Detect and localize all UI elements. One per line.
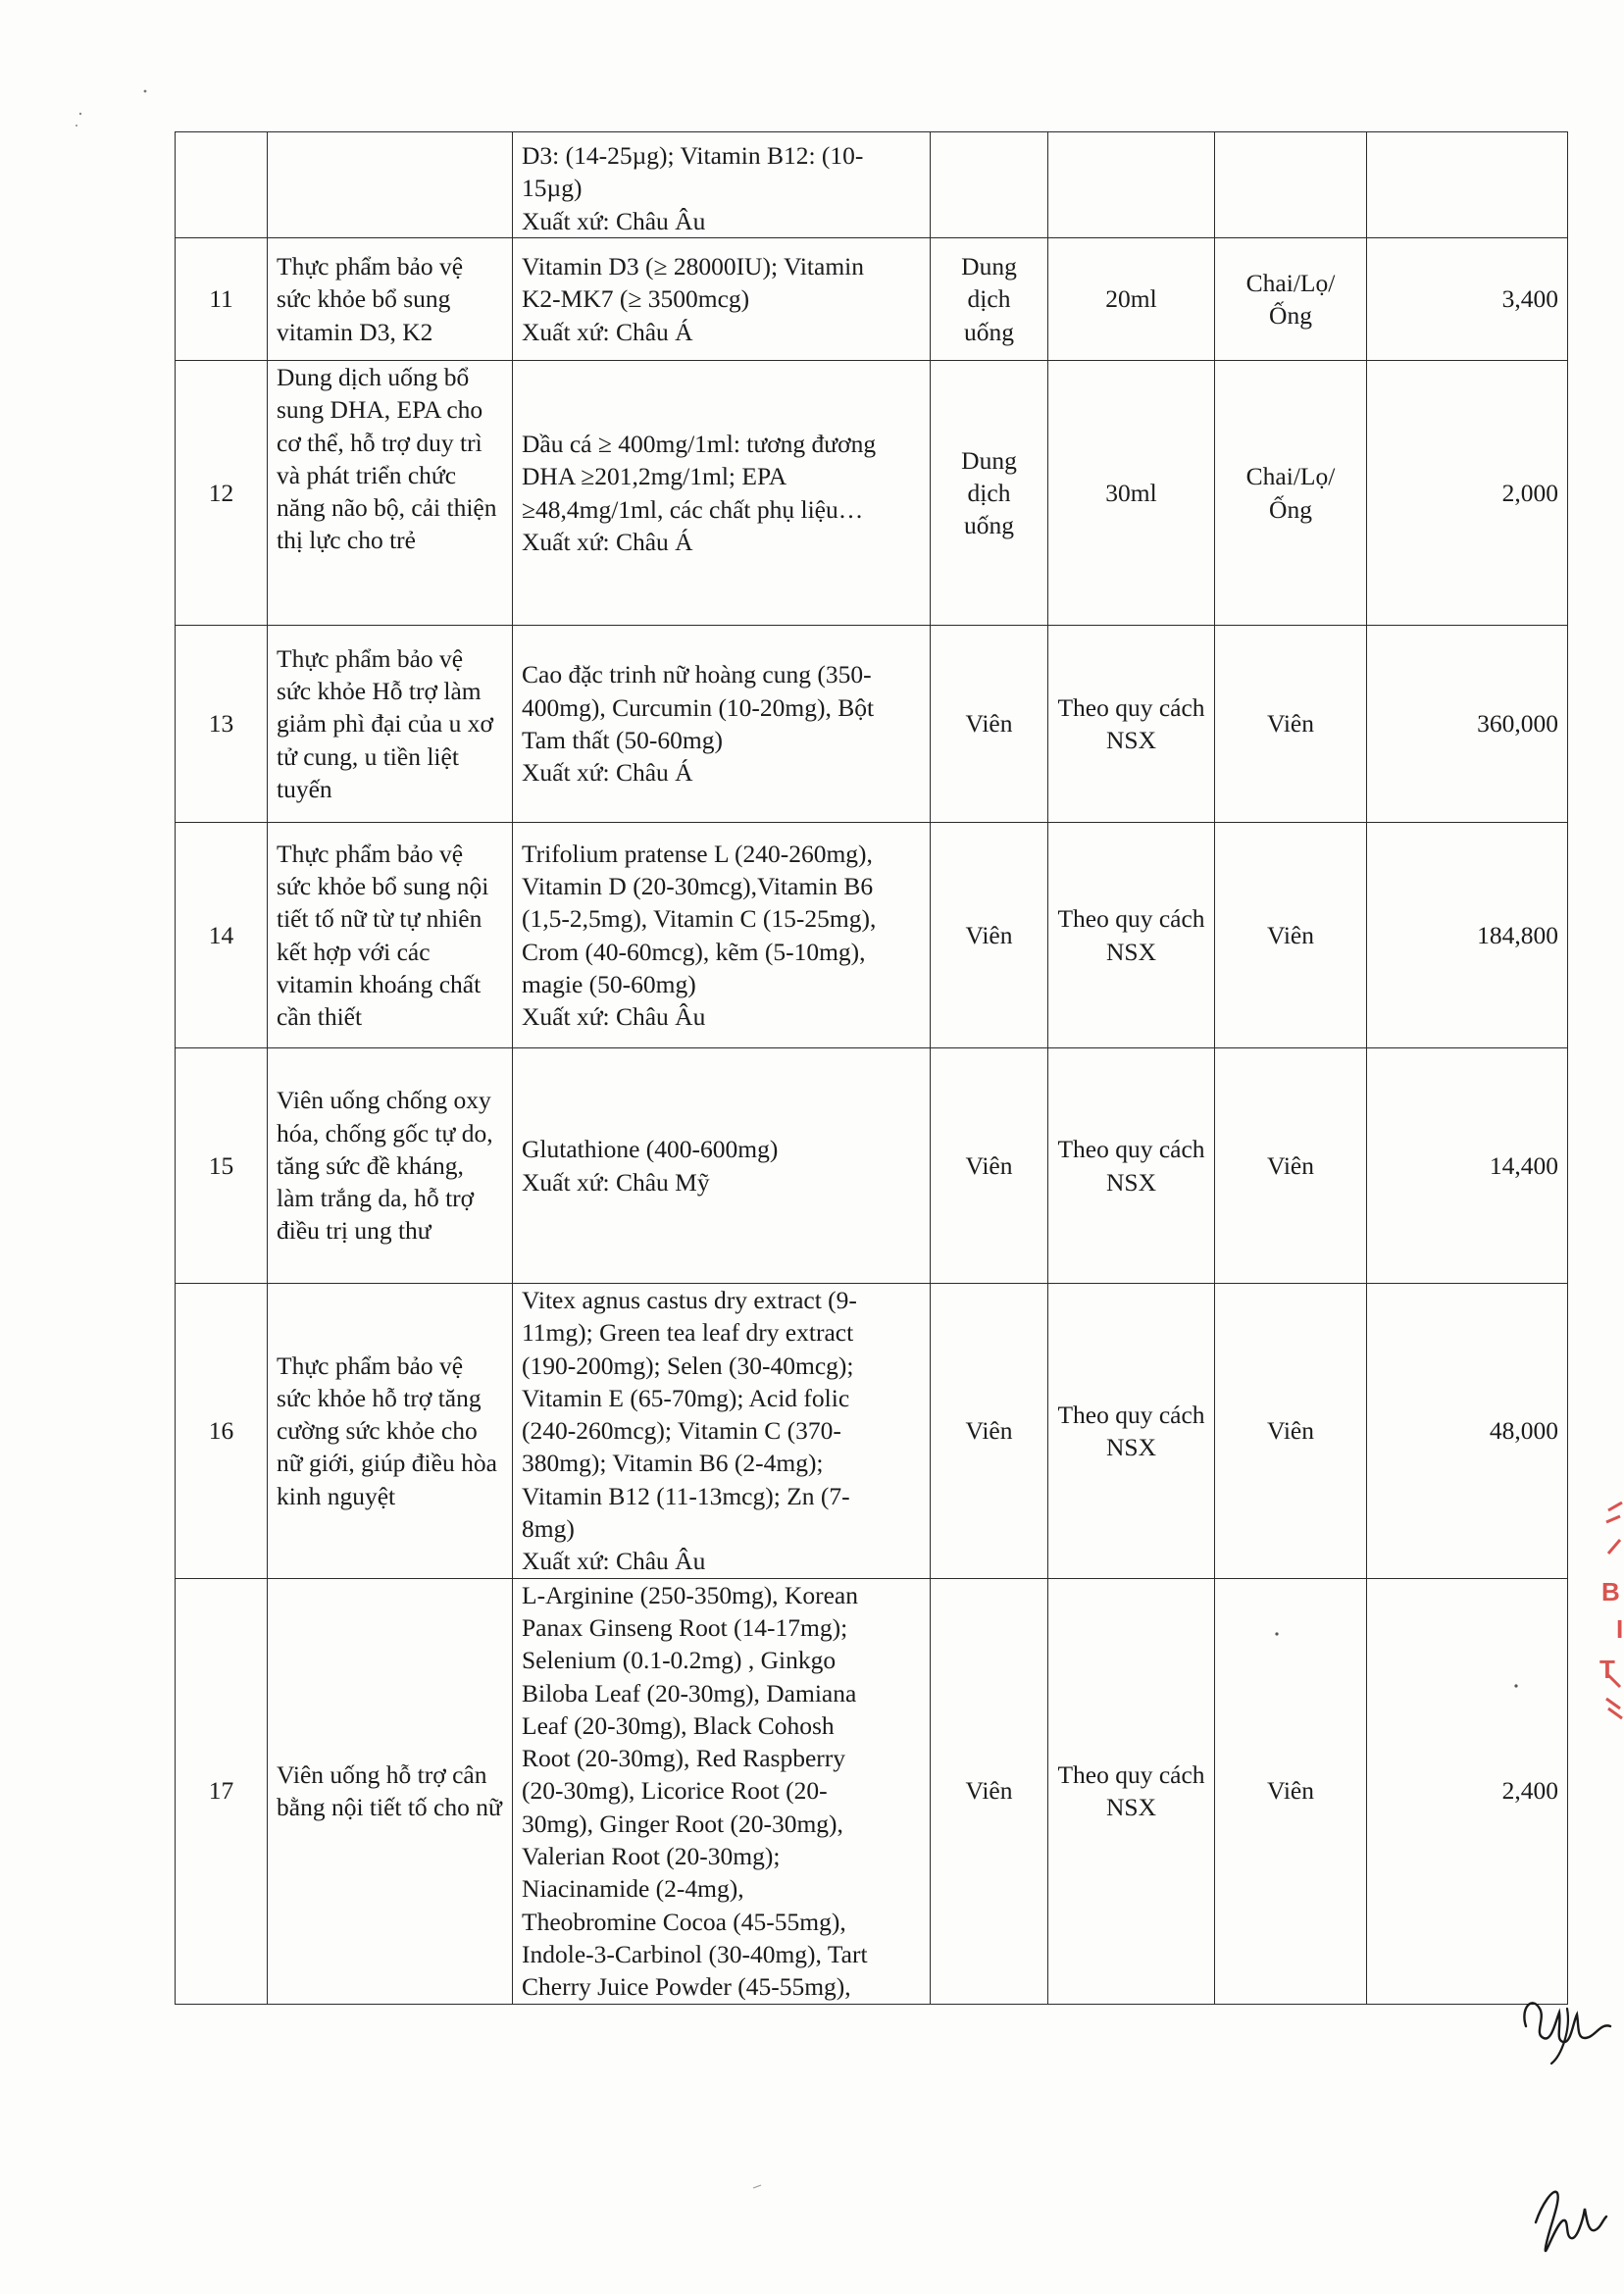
initials-signature xyxy=(1551,2009,1568,2064)
specification-line: Niacinamide (2-4mg), xyxy=(522,1874,744,1904)
specification-line: Vitamin E (65-70mg); Acid folic xyxy=(522,1383,850,1412)
second-signature xyxy=(1536,2192,1606,2251)
row-number-cell: 11 xyxy=(176,238,268,361)
unit-price-cell: 48,000 xyxy=(1367,1284,1568,1579)
specification-line: Crom (40-60mcg), kẽm (5-10mg), xyxy=(522,937,866,966)
product-name-cell: Thực phẩm bảo vệ sức khỏe Hỗ trợ làm giảm phì đại của u xơ tử cung, u tiền liệt tuyến xyxy=(268,626,513,823)
row-number-cell: 16 xyxy=(176,1284,268,1579)
specification-line: Glutathione (400-600mg) xyxy=(522,1135,779,1164)
stamp-fragment-letters xyxy=(1599,1577,1623,1684)
unit-price-cell: 360,000 xyxy=(1367,626,1568,823)
unit-price-cell xyxy=(1367,132,1568,238)
specification-line: 8mg) xyxy=(522,1514,575,1544)
product-name-cell: Thực phẩm bảo vệ sức khỏe bổ sung nội tiết tố nữ từ tự nhiên kết hợp với các vitamin khoáng chất cần thiết xyxy=(268,823,513,1048)
specification-line: Leaf (20-30mg), Black Cohosh xyxy=(522,1710,835,1740)
packaging-cell xyxy=(1048,132,1215,238)
specification-line: Xuất xứ: Châu Âu xyxy=(522,1547,706,1576)
product-name-cell: Viên uống hỗ trợ cân bằng nội tiết tố cho nữ xyxy=(268,1578,513,2004)
row-number-cell: 14 xyxy=(176,823,268,1048)
specification-line: K2-MK7 (≥ 3500mcg) xyxy=(522,284,750,314)
specification-line: Biloba Leaf (20-30mg), Damiana xyxy=(522,1678,857,1708)
unit-price-cell: 3,400 xyxy=(1367,238,1568,361)
specification-line: Panax Ginseng Root (14-17mg); xyxy=(522,1612,848,1642)
specification-line: Selenium (0.1-0.2mg) , Ginkgo xyxy=(522,1646,837,1675)
scan-speck xyxy=(144,90,147,93)
specification-line: Theobromine Cocoa (45-55mg), xyxy=(522,1907,846,1936)
product-name-cell: Dung dịch uống bổ sung DHA, EPA cho cơ thể, hỗ trợ duy trì và phát triển chức năng não bộ, cải thiện thị lực cho trẻ xyxy=(268,361,513,626)
specification-line: 380mg); Vitamin B6 (2-4mg); xyxy=(522,1449,824,1478)
specification-line: Root (20-30mg), Red Raspberry xyxy=(522,1744,846,1773)
scan-speck xyxy=(753,2185,761,2188)
specification-line: Dầu cá ≥ 400mg/1ml: tương đương xyxy=(522,429,877,458)
packaging-cell: 20ml xyxy=(1048,238,1215,361)
specification-line: Vitamin D3 (≥ 28000IU); Vitamin xyxy=(522,252,865,281)
table-row xyxy=(176,1048,1568,1284)
product-name-cell: Viên uống chống oxy hóa, chống gốc tự do, tăng sức đề kháng, làm trắng da, hỗ trợ điều trị ung thư xyxy=(268,1048,513,1284)
packaging-cell: 30ml xyxy=(1048,361,1215,626)
table-row xyxy=(176,1578,1568,2004)
specification-cell xyxy=(513,1284,931,1579)
unit-cell: Chai/Lọ/ Ống xyxy=(1215,361,1367,626)
dosage-form-cell: Viên xyxy=(931,1284,1048,1579)
unit-cell xyxy=(1215,132,1367,238)
unit-cell: Viên xyxy=(1215,1284,1367,1579)
specification-line: magie (50-60mg) xyxy=(522,969,696,998)
specification-line: Cherry Juice Powder (45-55mg), xyxy=(522,1972,851,2002)
specification-line: Xuất xứ: Châu Âu xyxy=(522,206,706,235)
unit-cell: Viên xyxy=(1215,1048,1367,1284)
specification-cell xyxy=(513,823,931,1048)
scan-speck xyxy=(79,113,81,115)
product-name-cell: Thực phẩm bảo vệ sức khỏe bổ sung vitamin D3, K2 xyxy=(268,238,513,361)
table-body xyxy=(176,132,1568,2005)
dosage-form-cell: Viên xyxy=(931,1048,1048,1284)
specification-line: (190-200mg); Selen (30-40mcg); xyxy=(522,1351,854,1380)
svg-text:I: I xyxy=(1616,1614,1624,1644)
product-name-cell xyxy=(268,132,513,238)
unit-price-cell: 2,000 xyxy=(1367,361,1568,626)
packaging-cell: Theo quy cách NSX xyxy=(1048,1578,1215,2004)
specification-line: Xuất xứ: Châu Á xyxy=(522,317,693,346)
specification-line: Xuất xứ: Châu Á xyxy=(522,527,693,556)
specification-line: Indole-3-Carbinol (30-40mg), Tart xyxy=(522,1939,868,1968)
specification-line: Xuất xứ: Châu Á xyxy=(522,758,693,788)
row-number-cell: 15 xyxy=(176,1048,268,1284)
specification-line: Vitamin D (20-30mcg),Vitamin B6 xyxy=(522,871,874,900)
specification-line: 400mg), Curcumin (10-20mg), Bột xyxy=(522,692,875,722)
specification-line: 30mg), Ginger Root (20-30mg), xyxy=(522,1809,843,1838)
specification-line: (20-30mg), Licorice Root (20- xyxy=(522,1776,828,1806)
table-row xyxy=(176,626,1568,823)
specification-line: Tam thất (50-60mg) xyxy=(522,726,723,754)
stamp-fragment xyxy=(1606,1503,1622,1718)
unit-cell: Viên xyxy=(1215,1578,1367,2004)
unit-cell: Viên xyxy=(1215,823,1367,1048)
row-number-cell: 12 xyxy=(176,361,268,626)
svg-text:T: T xyxy=(1599,1655,1615,1684)
specification-cell xyxy=(513,1578,931,2004)
dosage-form-cell: Viên xyxy=(931,626,1048,823)
specification-cell xyxy=(513,132,931,238)
row-number-cell xyxy=(176,132,268,238)
specification-cell xyxy=(513,238,931,361)
table-row xyxy=(176,361,1568,626)
specification-cell xyxy=(513,1048,931,1284)
specification-cell xyxy=(513,361,931,626)
table-row xyxy=(176,238,1568,361)
specification-line: Valerian Root (20-30mg); xyxy=(522,1842,781,1871)
table-row xyxy=(176,132,1568,238)
packaging-cell: Theo quy cách NSX xyxy=(1048,1048,1215,1284)
specification-line: D3: (14-25µg); Vitamin B12: (10- xyxy=(522,141,864,171)
dosage-form-cell: Viên xyxy=(931,823,1048,1048)
unit-cell: Chai/Lọ/ Ống xyxy=(1215,238,1367,361)
table-row xyxy=(176,823,1568,1048)
dosage-form-cell: Viên xyxy=(931,1578,1048,2004)
row-number-cell: 13 xyxy=(176,626,268,823)
specification-line: L-Arginine (250-350mg), Korean xyxy=(522,1580,858,1609)
packaging-cell: Theo quy cách NSX xyxy=(1048,823,1215,1048)
packaging-cell: Theo quy cách NSX xyxy=(1048,626,1215,823)
specification-line: ≥48,4mg/1ml, các chất phụ liệu… xyxy=(522,494,864,524)
unit-price-cell: 184,800 xyxy=(1367,823,1568,1048)
specification-line: Trifolium pratense L (240-260mg), xyxy=(522,839,873,868)
specification-line: Vitex agnus castus dry extract (9- xyxy=(522,1286,857,1314)
row-number-cell: 17 xyxy=(176,1578,268,2004)
packaging-cell: Theo quy cách NSX xyxy=(1048,1284,1215,1579)
table-row xyxy=(176,1284,1568,1579)
specification-line: Cao đặc trinh nữ hoàng cung (350- xyxy=(522,660,872,689)
dosage-form-cell: Dung dịch uống xyxy=(931,361,1048,626)
unit-price-cell: 14,400 xyxy=(1367,1048,1568,1284)
specification-line: DHA ≥201,2mg/1ml; EPA xyxy=(522,462,787,491)
product-name-cell: Thực phẩm bảo vệ sức khỏe hỗ trợ tăng cường sức khỏe cho nữ giới, giúp điều hòa kinh nguyệt xyxy=(268,1284,513,1579)
specification-line: Xuất xứ: Châu Mỹ xyxy=(522,1167,710,1197)
specification-cell xyxy=(513,626,931,823)
price-table xyxy=(175,131,1568,2005)
specification-line: 15µg) xyxy=(522,174,583,203)
svg-text:B: B xyxy=(1601,1577,1620,1606)
specification-line: Vitamin B12 (11-13mcg); Zn (7- xyxy=(522,1481,850,1510)
unit-price-cell: 2,400 xyxy=(1367,1578,1568,2004)
dosage-form-cell xyxy=(931,132,1048,238)
specification-line: 11mg); Green tea leaf dry extract xyxy=(522,1318,854,1348)
specification-line: (240-260mcg); Vitamin C (370- xyxy=(522,1416,841,1446)
specification-line: Xuất xứ: Châu Âu xyxy=(522,1002,706,1032)
specification-line: (1,5-2,5mg), Vitamin C (15-25mg), xyxy=(522,904,877,934)
dosage-form-cell: Dung dịch uống xyxy=(931,238,1048,361)
initials-signature xyxy=(1524,2003,1610,2042)
unit-cell: Viên xyxy=(1215,626,1367,823)
scan-speck xyxy=(76,125,77,127)
